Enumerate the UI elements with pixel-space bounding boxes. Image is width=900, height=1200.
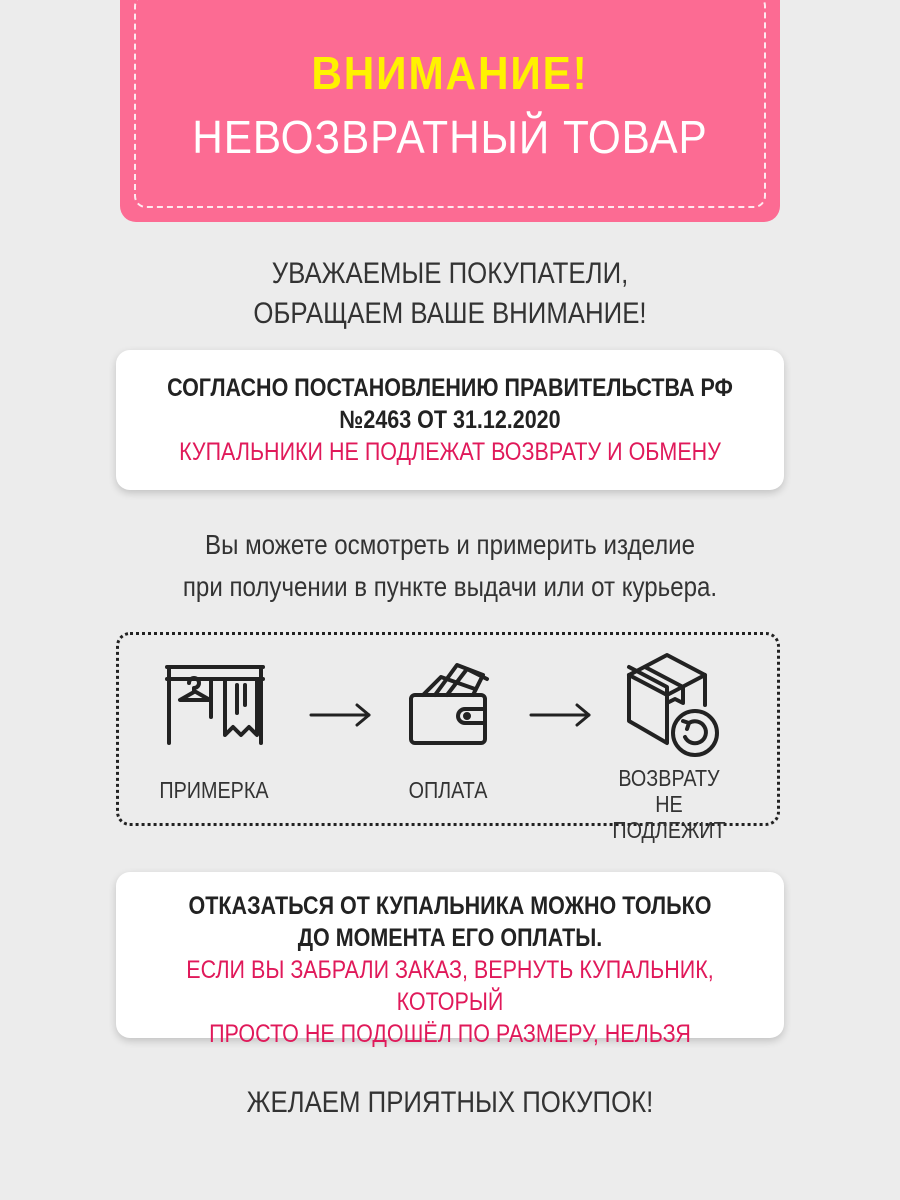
inspection-info xyxy=(63,524,837,608)
closing-message: ЖЕЛАЕМ ПРИЯТНЫХ ПОКУПОК! xyxy=(246,1086,654,1119)
info-line-1: Вы можете осмотреть и примерить изделие xyxy=(205,529,695,560)
refusal-line-1: ОТКАЗАТЬСЯ ОТ КУПАЛЬНИКА МОЖНО ТОЛЬКО xyxy=(188,892,712,920)
decree-card xyxy=(116,350,784,490)
banner-stitch xyxy=(134,0,766,208)
info-line-2: при получении в пункте выдачи или от курьера. xyxy=(182,571,718,602)
wallet-icon xyxy=(409,655,489,747)
step-label-no-return-line-2: НЕ ПОДЛЕЖИТ xyxy=(612,791,726,843)
greeting-line-1: УВАЖАЕМЫЕ ПОКУПАТЕЛИ, xyxy=(271,257,629,290)
refusal-line-2: ДО МОМЕНТА ЕГО ОПЛАТЫ. xyxy=(297,924,603,952)
refusal-card xyxy=(116,872,784,1048)
step-label-fitting: ПРИМЕРКА xyxy=(159,777,269,803)
process-box xyxy=(116,632,780,843)
greeting xyxy=(63,254,837,334)
step-label-no-return-line-1: ВОЗВРАТУ xyxy=(618,765,720,791)
decree-line-3: КУПАЛЬНИКИ НЕ ПОДЛЕЖАТ ВОЗВРАТУ И ОБМЕНУ xyxy=(179,438,721,466)
arrow-right-icon xyxy=(309,703,373,727)
warning-banner xyxy=(120,0,780,222)
step-label-payment: ОПЛАТА xyxy=(408,777,488,803)
refusal-line-3: ЕСЛИ ВЫ ЗАБРАЛИ ЗАКАЗ, ВЕРНУТЬ КУПАЛЬНИК, КОТОРЫЙ xyxy=(186,956,714,1016)
arrow-right-icon xyxy=(529,703,593,727)
decree-line-2: №2463 ОТ 31.12.2020 xyxy=(339,406,561,434)
banner-subtitle: НЕВОЗВРАТНЫЙ ТОВАР xyxy=(192,111,708,163)
step-label-no-return xyxy=(600,765,738,843)
refusal-line-4: ПРОСТО НЕ ПОДОШЁЛ ПО РАЗМЕРУ, НЕЛЬЗЯ xyxy=(209,1020,691,1048)
fitting-room-icon xyxy=(163,661,263,745)
greeting-line-2: ОБРАЩАЕМ ВАШЕ ВНИМАНИЕ! xyxy=(253,297,647,330)
banner-title: ВНИМАНИЕ! xyxy=(311,47,589,99)
decree-line-1: СОГЛАСНО ПОСТАНОВЛЕНИЮ ПРАВИТЕЛЬСТВА РФ xyxy=(167,374,733,402)
box-return-icon xyxy=(625,651,725,751)
